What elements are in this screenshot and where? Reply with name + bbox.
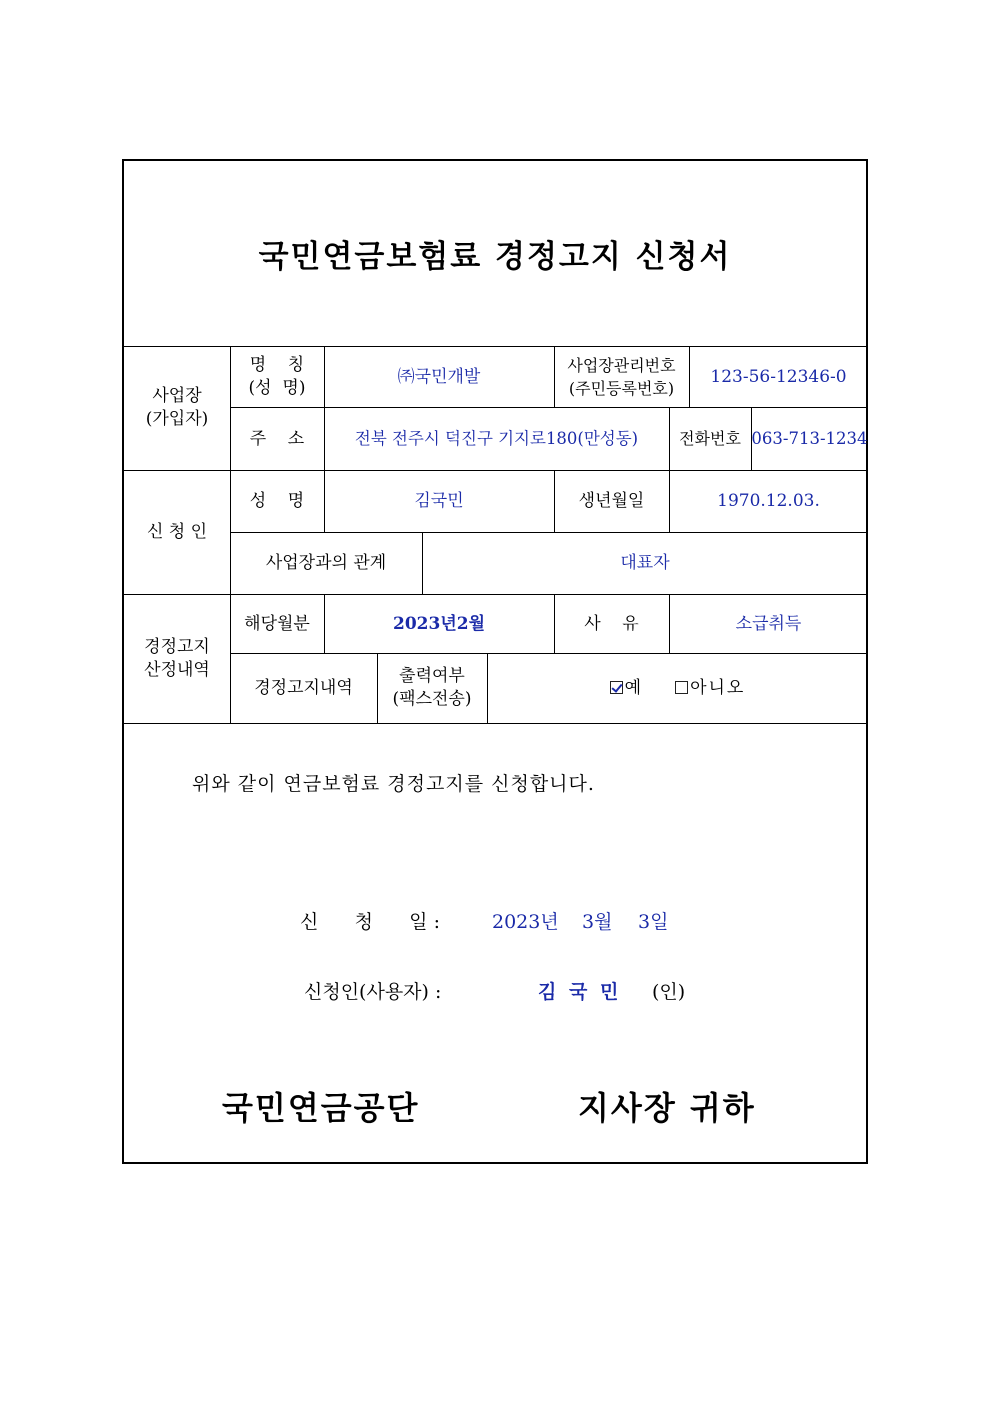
calculation-label: 산정내역 xyxy=(144,659,210,680)
address-value: 전북 전주시 덕진구 기지로180(만성동) xyxy=(354,428,639,448)
phone-value: 063-713-1234 xyxy=(751,428,868,448)
checked-checkbox-icon[interactable] xyxy=(610,681,623,694)
output-label-cell xyxy=(377,653,487,723)
resident-no-label: (주민등록번호) xyxy=(568,378,675,398)
detail-label: 경정고지내역 xyxy=(254,678,353,698)
signer-name: 김 국 민 xyxy=(538,981,622,1003)
relation-label: 사업장과의 관계 xyxy=(265,553,387,573)
unchecked-checkbox-icon[interactable] xyxy=(675,681,688,694)
option-no-label: 아니오 xyxy=(690,678,746,698)
signer-label: 신청인(사용자) : xyxy=(304,981,442,1003)
applicant-name-value: 김국민 xyxy=(414,491,464,511)
applicant-name-label: 성 명 xyxy=(249,491,305,511)
workplace-label: 사업장 xyxy=(152,386,202,406)
date-day: 3일 xyxy=(638,911,669,933)
option-yes-label: 예 xyxy=(624,678,642,698)
correction-label: 경정고지 xyxy=(144,636,210,657)
date-label: 신 청 일 : xyxy=(300,911,440,933)
date-year: 2023년 xyxy=(492,911,559,933)
date-month: 3월 xyxy=(582,911,613,933)
org-name: 국민연금공단 xyxy=(222,1089,420,1127)
member-label: (가입자) xyxy=(145,409,209,429)
phone-label: 전화번호 xyxy=(679,428,741,448)
address-label: 주 소 xyxy=(249,428,305,449)
form-title: 국민연금보험료 경정고지 신청서 xyxy=(258,239,732,275)
person-name-label: (성 명) xyxy=(248,377,306,398)
application-statement: 위와 같이 연금보험료 경정고지를 신청합니다. xyxy=(192,773,595,795)
relation-value: 대표자 xyxy=(620,553,670,573)
birth-label: 생년월일 xyxy=(578,491,645,511)
option-yes[interactable] xyxy=(610,676,641,700)
application-form xyxy=(122,159,868,1164)
mgmt-no-label: 사업장관리번호 xyxy=(567,355,676,375)
mgmt-no-value: 123-56-12346-0 xyxy=(710,366,847,387)
correction-section-label xyxy=(124,594,230,723)
output-label: 출력여부 xyxy=(399,666,465,686)
reason-value: 소급취득 xyxy=(735,613,802,634)
output-options xyxy=(487,653,868,723)
seal-mark: (인) xyxy=(652,981,686,1003)
company-name: ㈜국민개발 xyxy=(397,366,481,387)
recipient: 지사장 귀하 xyxy=(578,1089,756,1127)
birth-value: 1970.12.03. xyxy=(717,491,820,511)
option-no[interactable] xyxy=(675,676,745,700)
month-value: 2023년2월 xyxy=(393,613,485,634)
workplace-section-label xyxy=(124,346,230,470)
name-label-cell xyxy=(230,346,324,407)
fax-label: (팩스전송) xyxy=(392,689,472,709)
reason-label: 사 유 xyxy=(584,613,639,634)
name-label: 명 칭 xyxy=(249,354,305,375)
month-label: 해당월분 xyxy=(244,613,310,634)
applicant-section-label: 신 청 인 xyxy=(146,522,208,542)
mgmt-no-label-cell xyxy=(554,346,689,407)
divider xyxy=(124,723,868,724)
